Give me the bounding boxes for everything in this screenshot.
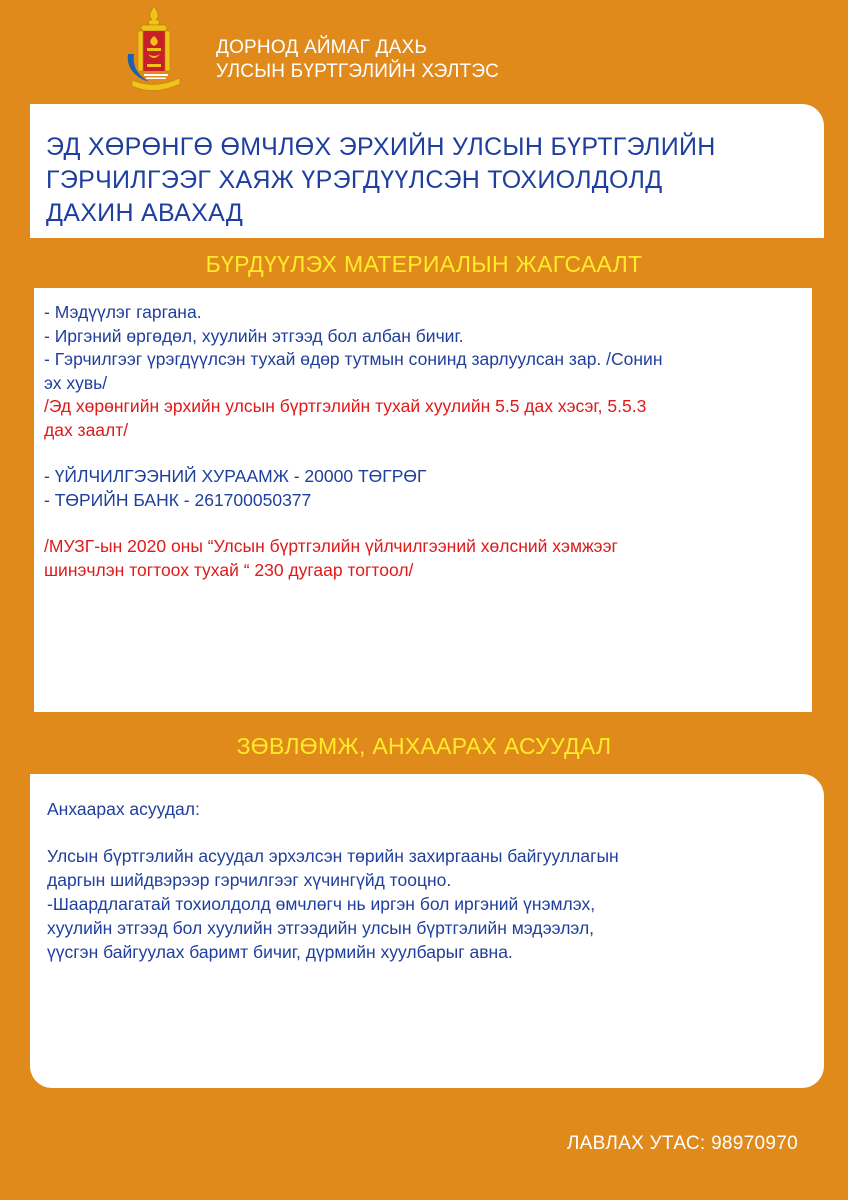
- advice-panel: [30, 774, 824, 1088]
- advice-label: Анхаарах асуудал:: [47, 799, 200, 819]
- organization-name: [216, 36, 499, 84]
- title-line1: ЭД ХӨРӨНГӨ ӨМЧЛӨХ ЭРХИЙН УЛСЫН БҮРТГЭЛИЙН: [46, 133, 716, 161]
- organization-name-line2: УЛСЫН БҮРТГЭЛИЙН ХЭЛТЭС: [216, 61, 500, 82]
- materials-item: - Мэдүүлэг гаргана.: [44, 302, 202, 322]
- materials-item: - Гэрчилгээг үрэгдүүлсэн тухай өдөр тутмын сонинд зарлуулсан зар. /Сонин: [44, 349, 663, 369]
- law-reference-line1: /Эд хөрөнгийн эрхийн улсын бүртгэлийн тухай хуулийн 5.5 дах хэсэг, 5.5.3: [44, 396, 647, 416]
- advice-paragraph-line: үүсгэн байгуулах баримт бичиг, дүрмийн хуулбарыг авна.: [47, 942, 513, 962]
- resolution-line1: /МУЗГ-ын 2020 оны “Улсын бүртгэлийн үйлчилгээний хөлсний хэмжээг: [44, 536, 618, 556]
- service-fee: - ҮЙЛЧИЛГЭЭНИЙ ХУРААМЖ - 20000 ТӨГРӨГ: [44, 466, 427, 486]
- bank-account: - ТӨРИЙН БАНК - 261700050377: [44, 489, 312, 510]
- advice-paragraph-line: хуулийн этгээд бол хуулийн этгээдийн улсын бүртгэлийн мэдээлэл,: [47, 918, 595, 938]
- title-line3: ДАХИН АВАХАД: [46, 199, 244, 227]
- organization-name-line1: ДОРНОД АЙМАГ ДАХЬ: [216, 37, 428, 58]
- reference-phone: ЛАВЛАХ УТАС: 98970970: [566, 1133, 798, 1154]
- materials-panel: [34, 288, 812, 712]
- resolution-line2: шинэчлэн тогтоох тухай “ 230 дугаар тогтоол/: [44, 559, 414, 580]
- soyombo-emblem-icon: [124, 4, 184, 92]
- advice-paragraph-line: -Шаардлагатай тохиолдолд өмчлөгч нь иргэн бол иргэний үнэмлэх,: [47, 894, 596, 914]
- page-title: [46, 131, 804, 230]
- advice-paragraph-line: Улсын бүртгэлийн асуудал эрхэлсэн төрийн захиргааны байгууллагын: [47, 846, 619, 866]
- materials-heading: БҮРДҮҮЛЭХ МАТЕРИАЛЫН ЖАГСААЛТ: [205, 251, 643, 277]
- law-reference-line2: дах заалт/: [44, 419, 129, 440]
- advice-heading: ЗӨВЛӨМЖ, АНХААРАХ АСУУДАЛ: [236, 733, 612, 759]
- advice-paragraph-line: даргын шийдвэрээр гэрчилгээг хүчингүйд тооцно.: [47, 870, 452, 890]
- title-line2: ГЭРЧИЛГЭЭГ ХАЯЖ ҮРЭГДҮҮЛСЭН ТОХИОЛДОЛД: [46, 166, 663, 194]
- title-panel: [30, 104, 824, 238]
- materials-item: - Иргэний өргөдөл, хуулийн этгээд бол албан бичиг.: [44, 325, 464, 346]
- materials-item: эх хувь/: [44, 372, 108, 393]
